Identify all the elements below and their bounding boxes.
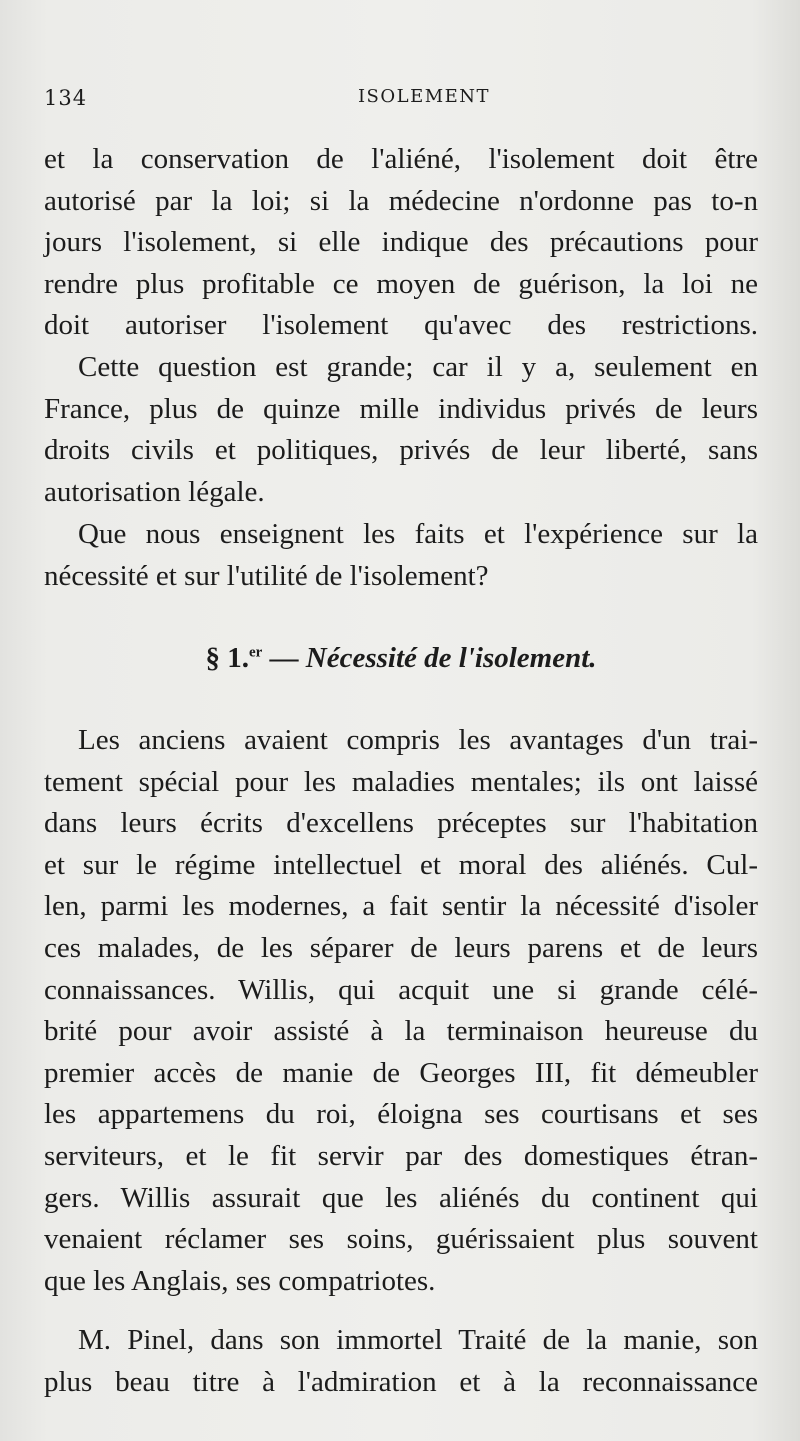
text-line: brité pour avoir assisté à la terminaison heureuse du bbox=[44, 1015, 758, 1048]
paragraph-question bbox=[44, 347, 758, 513]
text-line: et la conservation de l'aliéné, l'isolement doit être bbox=[44, 143, 758, 175]
text-line: France, plus de quinze mille individus privés de leurs bbox=[44, 392, 758, 425]
text-line: les appartemens du roi, éloigna ses courtisans et ses bbox=[44, 1098, 758, 1131]
text-line: dans leurs écrits d'excellens préceptes sur l'habitation bbox=[44, 807, 758, 840]
text-line: premier accès de manie de Georges III, fit démeubler bbox=[44, 1056, 758, 1089]
paragraph-pinel bbox=[44, 1320, 758, 1403]
section-dash: — bbox=[269, 642, 299, 674]
text-line: Cette question est grande; car il y a, seulement en bbox=[78, 351, 758, 383]
paragraph-history bbox=[44, 720, 758, 1302]
text-line: Les anciens avaient compris les avantages d'un trai- bbox=[78, 724, 758, 756]
text-line: venaient réclamer ses soins, guérissaient plus souvent bbox=[44, 1223, 758, 1256]
section-superscript: er bbox=[248, 644, 263, 661]
section-number: 1. bbox=[227, 642, 249, 674]
paragraph-inquiry bbox=[44, 514, 758, 597]
text-line: Que nous enseignent les faits et l'expérience sur la bbox=[78, 518, 758, 550]
paragraph-continuation bbox=[44, 139, 758, 347]
text-line: ces malades, de les séparer de leurs parens et de leurs bbox=[44, 931, 758, 964]
text-line: nécessité et sur l'utilité de l'isolement? bbox=[44, 559, 489, 592]
text-line: serviteurs, et le fit servir par des domestiques étran- bbox=[44, 1139, 758, 1172]
text-line: gers. Willis assurait que les aliénés du continent qui bbox=[44, 1181, 758, 1214]
running-title: ISOLEMENT bbox=[357, 86, 491, 107]
text-line: tement spécial pour les maladies mentales; ils ont laissé bbox=[44, 765, 758, 798]
text-line: len, parmi les modernes, a fait sentir la nécessité d'isoler bbox=[44, 890, 758, 923]
text-line: doit autoriser l'isolement qu'avec des restrictions. bbox=[44, 309, 758, 342]
page-header bbox=[44, 86, 742, 120]
section-title: Nécessité de l'isolement. bbox=[305, 642, 597, 674]
text-line: connaissances. Willis, qui acquit une si grande célé- bbox=[44, 973, 758, 1006]
text-line: rendre plus profitable ce moyen de guérison, la loi ne bbox=[44, 267, 758, 300]
text-line: jours l'isolement, si elle indique des précautions pour bbox=[44, 226, 758, 259]
text-line: autorisé par la loi; si la médecine n'ordonne pas to-n bbox=[44, 184, 758, 217]
text-line: M. Pinel, dans son immortel Traité de la manie, son bbox=[78, 1324, 758, 1356]
section-heading bbox=[44, 642, 758, 675]
text-line: plus beau titre à l'admiration et à la reconnaissance bbox=[44, 1365, 758, 1398]
section-symbol: § bbox=[205, 642, 220, 674]
text-line: que les Anglais, ses compatriotes. bbox=[44, 1264, 436, 1297]
text-line: et sur le régime intellectuel et moral des aliénés. Cul- bbox=[44, 848, 758, 881]
page-number: 134 bbox=[44, 86, 88, 110]
text-line: droits civils et politiques, privés de leur liberté, sans bbox=[44, 434, 758, 467]
text-line: autorisation légale. bbox=[44, 475, 265, 508]
